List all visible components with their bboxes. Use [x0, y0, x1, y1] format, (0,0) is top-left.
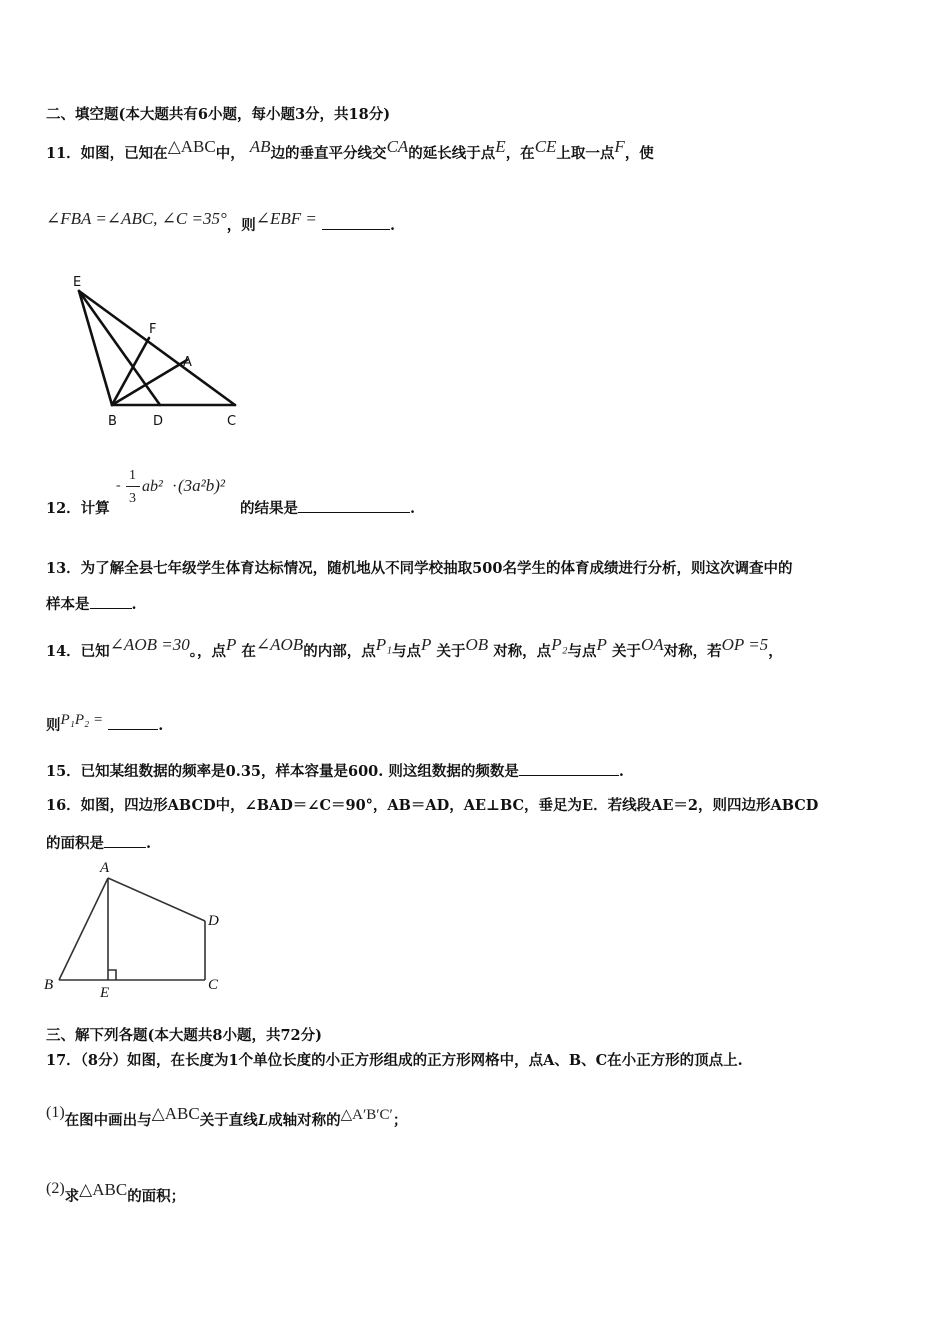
- q15-answer-blank[interactable]: [519, 763, 619, 776]
- question-16-line2: [46, 832, 151, 853]
- question-12-tail: [240, 497, 415, 518]
- q14-text: 与点: [567, 643, 597, 660]
- q14-end: .: [158, 717, 164, 734]
- q16-text: 的面积是: [46, 835, 104, 852]
- q11-ca: CA: [386, 137, 409, 156]
- q17-part1-triangle: △ABC: [151, 1104, 200, 1123]
- q11-answer-blank[interactable]: [322, 217, 390, 230]
- q17-part1-text: 在图中画出与: [64, 1112, 152, 1129]
- q12-number: 12．计算: [46, 500, 110, 517]
- q11-e: E: [495, 137, 506, 156]
- q17-part2-text: 的面积；: [127, 1188, 186, 1205]
- q14-p: P: [225, 635, 237, 654]
- q15-text: 15．已知某组数据的频率是0.35，样本容量是600. 则这组数据的频数是: [46, 763, 519, 780]
- question-17-part1: [46, 1104, 408, 1130]
- segment-ad: [108, 878, 205, 921]
- q11-text: ，在: [505, 145, 535, 162]
- q17-part2-text: 求: [64, 1188, 80, 1205]
- question-13-line2: [46, 593, 137, 614]
- q11-angle-ebf: ∠EBF =: [255, 209, 317, 228]
- fig11-label-a: A: [183, 355, 192, 370]
- q14-angle-aob: ∠AOB =30: [109, 635, 190, 654]
- segment-ed: [79, 291, 160, 405]
- q17-part1-text: 成轴对称的: [268, 1112, 341, 1129]
- fig11-label-f: F: [149, 322, 157, 337]
- question-11-line2: [46, 209, 396, 235]
- fig16-label-d: D: [208, 913, 219, 929]
- figure-q11-triangle: [70, 272, 255, 432]
- question-17-part2: [46, 1180, 186, 1206]
- q14-p2: P₂: [551, 635, 568, 654]
- q12-expression: [116, 470, 240, 514]
- question-14-line1: [46, 635, 783, 661]
- fig11-label-b: B: [108, 414, 117, 429]
- section-3-title: 三、解下列各题(本大题共8小题，共72分): [46, 1027, 322, 1044]
- q11-text: 上取一点: [556, 145, 615, 162]
- question-15: [46, 760, 624, 781]
- q14-text: 关于: [611, 643, 641, 660]
- q14-ob: OB: [465, 635, 489, 654]
- q12-paren: (3a²b)²: [178, 476, 226, 495]
- q11-f: F: [614, 137, 625, 156]
- q14-text: 。，点: [189, 643, 226, 660]
- fig11-label-e: E: [73, 275, 82, 290]
- q13-text: 样本是: [46, 596, 90, 613]
- question-16-line1: 16．如图，四边形ABCD中，∠BAD＝∠C＝90°，AB＝AD，AE⊥BC，垂足为E．若线段AE＝2，则四边形ABCD: [46, 797, 819, 814]
- question-11-line1: [46, 137, 654, 163]
- q17-part1-line-l: L: [257, 1110, 269, 1129]
- q17-part1-triangle-prime: △A′B′C′: [340, 1107, 393, 1123]
- q12-minus: -: [116, 478, 121, 493]
- q12-end: .: [410, 500, 416, 517]
- q14-p1p2: P₁P₂ =: [60, 712, 104, 728]
- q13-end: .: [131, 596, 137, 613]
- question-13-line1: 13．为了解全县七年级学生体育达标情况，随机地从不同学校抽取500名学生的体育成绩进行分析，则这次调查中的: [46, 560, 793, 577]
- question-14-line2: [46, 714, 163, 735]
- q14-p-b: P: [421, 635, 432, 654]
- q14-p1: P₁: [375, 635, 392, 654]
- q11-ab: AB: [249, 137, 271, 156]
- q11-end: .: [389, 217, 396, 234]
- q14-text: 与点: [392, 643, 421, 660]
- figure-q16-quadrilateral: [40, 858, 240, 1003]
- fig16-label-c: C: [208, 977, 219, 993]
- q14-number: 14．已知: [46, 643, 110, 660]
- q17-part1-text: 关于直线: [199, 1112, 258, 1129]
- q12-frac-den: 3: [129, 491, 136, 506]
- q14-text: ，: [768, 643, 783, 660]
- question-17: 17．（8分）如图，在长度为1个单位长度的小正方形组成的正方形网格中，点A、B、C在小正方形的顶点上.: [46, 1052, 743, 1069]
- q17-part1-end: ；: [392, 1112, 408, 1129]
- q14-text: 在: [241, 643, 256, 660]
- q11-text: 中，: [215, 145, 245, 162]
- q11-ce: CE: [534, 137, 557, 156]
- q11-number: 11．如图，已知在: [46, 145, 168, 162]
- q11-text: 边的垂直平分线交: [270, 145, 387, 162]
- q14-answer-blank[interactable]: [108, 717, 158, 730]
- q14-angle-aob-2: ∠AOB: [255, 635, 304, 654]
- q12-frac-num: 1: [129, 468, 136, 483]
- q12-answer-blank[interactable]: [298, 500, 410, 513]
- q17-part2-number: (2): [46, 1180, 65, 1197]
- q13-answer-blank[interactable]: [90, 596, 132, 609]
- q11-text: ，使: [624, 145, 654, 162]
- segment-ec: [79, 291, 235, 405]
- q14-text: 的内部，点: [303, 643, 376, 660]
- q11-text: 的延长线于点: [408, 145, 496, 162]
- fig11-label-d: D: [153, 414, 164, 429]
- q14-text: 关于: [436, 643, 466, 660]
- q14-text: 对称，若: [663, 643, 722, 660]
- q15-end: .: [618, 763, 624, 780]
- segment-eb: [79, 291, 112, 405]
- q16-end: .: [146, 835, 152, 852]
- q17-part1-number: (1): [46, 1104, 65, 1121]
- q12-frac-bar: [126, 486, 140, 487]
- fig11-label-c: C: [227, 414, 237, 429]
- q11-text: ，则: [226, 217, 256, 234]
- q14-op: OP =5: [721, 635, 769, 654]
- q14-p-c: P: [596, 635, 607, 654]
- q12-text: 的结果是: [240, 500, 298, 517]
- q16-answer-blank[interactable]: [104, 835, 146, 848]
- q14-oa: OA: [640, 635, 664, 654]
- fig16-label-b: B: [44, 977, 54, 993]
- q11-triangle: △ABC: [167, 137, 216, 156]
- question-12: [46, 497, 110, 518]
- q14-text: 对称，点: [493, 643, 552, 660]
- q12-ab2: ab²: [142, 478, 163, 495]
- q14-then: 则: [46, 717, 61, 734]
- fig16-label-a: A: [100, 860, 110, 876]
- q17-part2-triangle: △ABC: [79, 1180, 128, 1199]
- section-2-title: 二、填空题(本大题共有6小题，每小题3分，共18分): [46, 106, 391, 123]
- q11-condition: ∠FBA =∠ABC, ∠C =35°: [46, 209, 227, 228]
- fig16-label-e: E: [100, 985, 110, 1001]
- right-angle-mark: [108, 970, 116, 980]
- segment-ab: [59, 878, 108, 980]
- q12-dot: ·: [172, 478, 178, 495]
